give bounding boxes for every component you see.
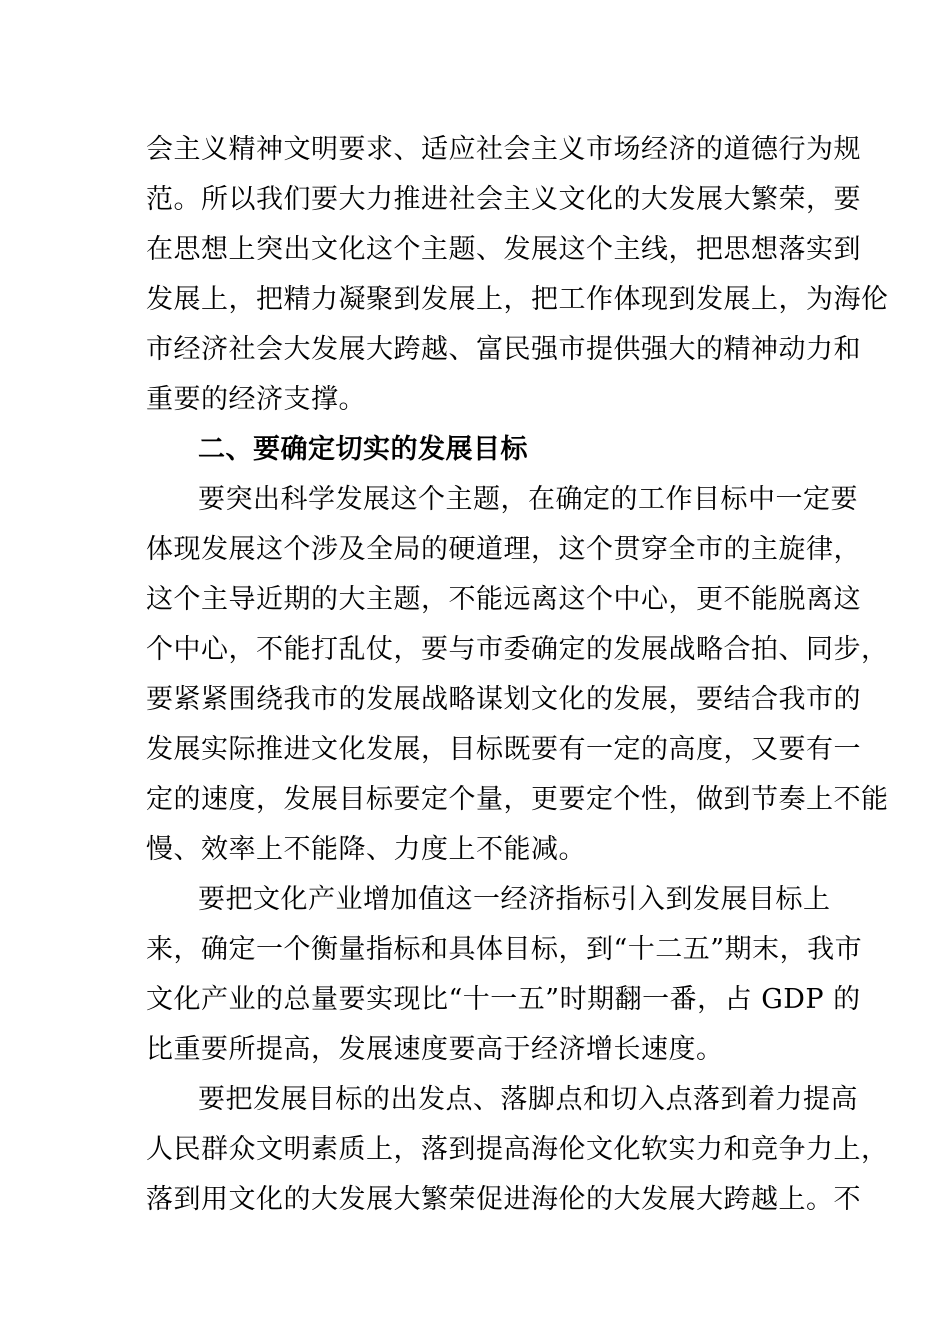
text-line: 要把发展目标的出发点、落脚点和切入点落到着力提高 [198,1084,858,1115]
text-line: 要把文化产业增加值这一经济指标引入到发展目标上 [198,884,831,915]
text-line: 发展上，把精力凝聚到发展上，把工作体现到发展上，为海伦 [146,284,889,315]
text-line: 会主义精神文明要求、适应社会主义市场经济的道德行为规 [146,134,861,165]
section-heading: 二、要确定切实的发展目标 [198,434,528,465]
text-line: 文化产业的总量要实现比“十一五”时期翻一番，占 GDP 的 [146,984,861,1015]
text-line: 比重要所提高，发展速度要高于经济增长速度。 [146,1034,724,1065]
text-line: 慢、效率上不能降、力度上不能减。 [146,834,586,865]
text-line: 来，确定一个衡量指标和具体目标，到“十二五”期末，我市 [146,934,863,965]
text-line: 定的速度，发展目标要定个量，更要定个性，做到节奏上不能 [146,784,889,815]
text-line: 体现发展这个涉及全局的硬道理，这个贯穿全市的主旋律， [146,534,861,565]
text-line: 在思想上突出文化这个主题、发展这个主线，把思想落实到 [146,234,861,265]
text-line: 这个主导近期的大主题，不能远离这个中心，更不能脱离这 [146,584,861,615]
text-line: 发展实际推进文化发展，目标既要有一定的高度，又要有一 [146,734,861,765]
text-line: 范。所以我们要大力推进社会主义文化的大发展大繁荣，要 [146,184,861,215]
text-line: 人民群众文明素质上，落到提高海伦文化软实力和竞争力上， [146,1134,889,1165]
text-line: 要突出科学发展这个主题，在确定的工作目标中一定要 [198,484,858,515]
text-line: 市经济社会大发展大跨越、富民强市提供强大的精神动力和 [146,334,861,365]
text-line: 个中心，不能打乱仗，要与市委确定的发展战略合拍、同步， [146,634,889,665]
text-line: 落到用文化的大发展大繁荣促进海伦的大发展大跨越上。不 [146,1184,861,1215]
text-line: 重要的经济支撑。 [146,384,366,415]
text-line: 要紧紧围绕我市的发展战略谋划文化的发展，要结合我市的 [146,684,861,715]
